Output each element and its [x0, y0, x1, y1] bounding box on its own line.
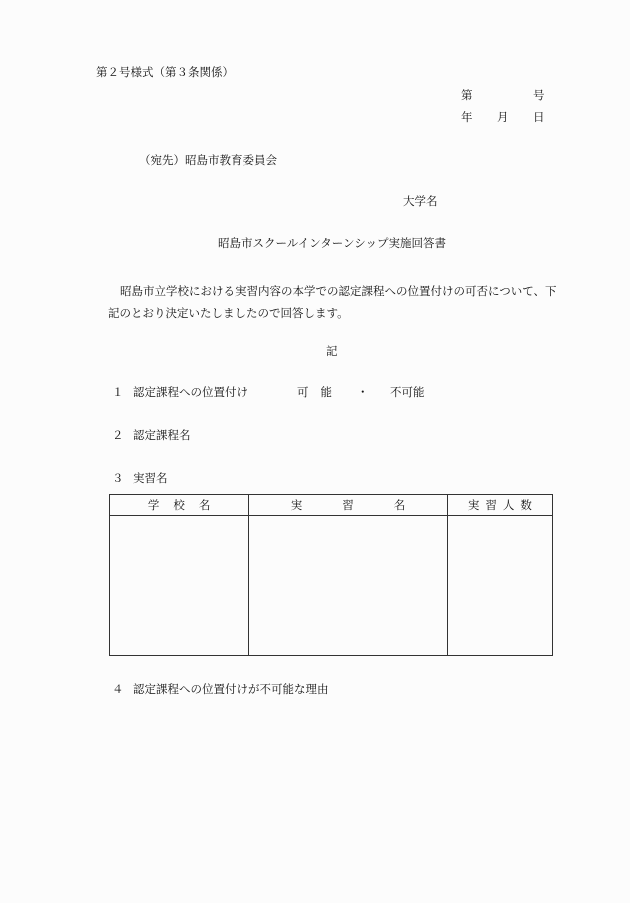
cell-participant-count[interactable] [447, 516, 552, 656]
training-table [109, 494, 553, 656]
university-name-label: 大学名 [403, 194, 438, 208]
form-number-label: 第２号様式（第３条関係） [96, 65, 234, 79]
header-training-name: 実習名 [249, 495, 447, 516]
item-2-label: 認定課程名 [133, 428, 191, 442]
item-4-label: 認定課程への位置付けが不可能な理由 [133, 682, 329, 696]
body-paragraph [108, 280, 568, 324]
item-1-number: １ [112, 385, 124, 399]
item-3-number: ３ [112, 471, 124, 485]
document-number-go: 号 [533, 88, 545, 102]
item-2-number: ２ [112, 428, 124, 442]
option-separator: ・ [357, 385, 369, 399]
cell-school-name[interactable] [110, 516, 249, 656]
date-year: 年 [461, 110, 473, 124]
table-row [110, 516, 553, 656]
option-possible[interactable]: 可能 [297, 385, 344, 399]
body-line-2: 記のとおり決定いたしましたので回答します。 [108, 306, 349, 320]
document-number-dai: 第 [461, 88, 473, 102]
date-day: 日 [533, 110, 545, 124]
cell-training-name[interactable] [249, 516, 447, 656]
header-participant-count: 実習人数 [447, 495, 552, 516]
option-impossible[interactable]: 不可能 [390, 385, 425, 399]
header-school-name: 学校名 [110, 495, 249, 516]
item-1-label: 認定課程への位置付け [133, 385, 248, 399]
table-header-row [110, 495, 553, 516]
document-title: 昭島市スクールインターンシップ実施回答書 [218, 236, 446, 250]
date-month: 月 [497, 110, 509, 124]
addressee: （宛先）昭島市教育委員会 [139, 153, 277, 167]
item-4-number: ４ [112, 682, 124, 696]
body-line-1: 昭島市立学校における実習内容の本学での認定課程への位置付けの可否について、下 [120, 284, 557, 298]
ki-heading: 記 [326, 344, 338, 358]
item-3-label: 実習名 [133, 471, 168, 485]
